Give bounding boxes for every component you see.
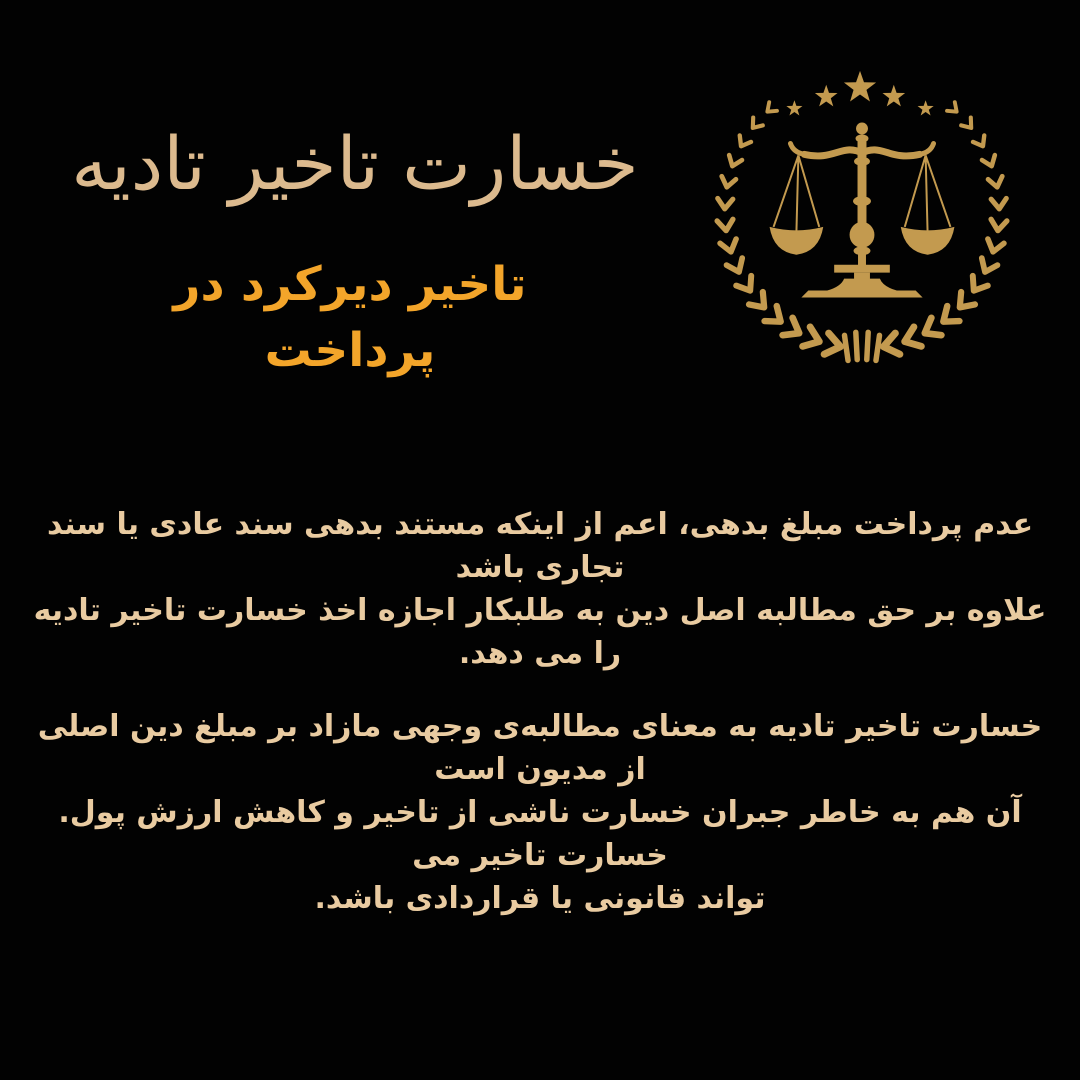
subtitle-line-1: تاخیر دیرکرد در [173, 257, 527, 312]
paragraph-2-line-3: تواند قانونی یا قراردادی باشد. [314, 881, 766, 916]
paragraph-2-line-1: خسارت تاخیر تادیه به معنای مطالبه‌ی وجهی مازاد بر مبلغ دین اصلی از مدیون است [37, 709, 1043, 787]
scales-of-justice-icon [693, 50, 1031, 378]
justice-emblem-svg [693, 50, 1031, 378]
paragraph-1-line-2: علاوه بر حق مطالبه اصل دین به طلبکار اجازه اخذ خسارت تاخیر تادیه را می دهد. [33, 593, 1047, 671]
subtitle-line-2: پرداخت [264, 323, 436, 378]
paragraph-1-line-1: عدم پرداخت مبلغ بدهی، اعم از اینکه مستند بدهی سند عادی یا سند تجاری باشد [46, 507, 1034, 585]
paragraph-2 [20, 705, 1060, 920]
wreath-binding-bars [841, 329, 882, 363]
subtitle [120, 252, 580, 384]
star-icons [786, 71, 933, 116]
paragraph-2-line-2: آن هم به خاطر جبران خسارت ناشی از تاخیر و کاهش ارزش پول. خسارت تاخیر می [58, 795, 1022, 873]
balance-scales [770, 123, 955, 298]
body-text [20, 503, 1060, 920]
paragraph-1 [20, 503, 1060, 675]
page-title: خسارت تاخیر تادیه [71, 122, 639, 207]
